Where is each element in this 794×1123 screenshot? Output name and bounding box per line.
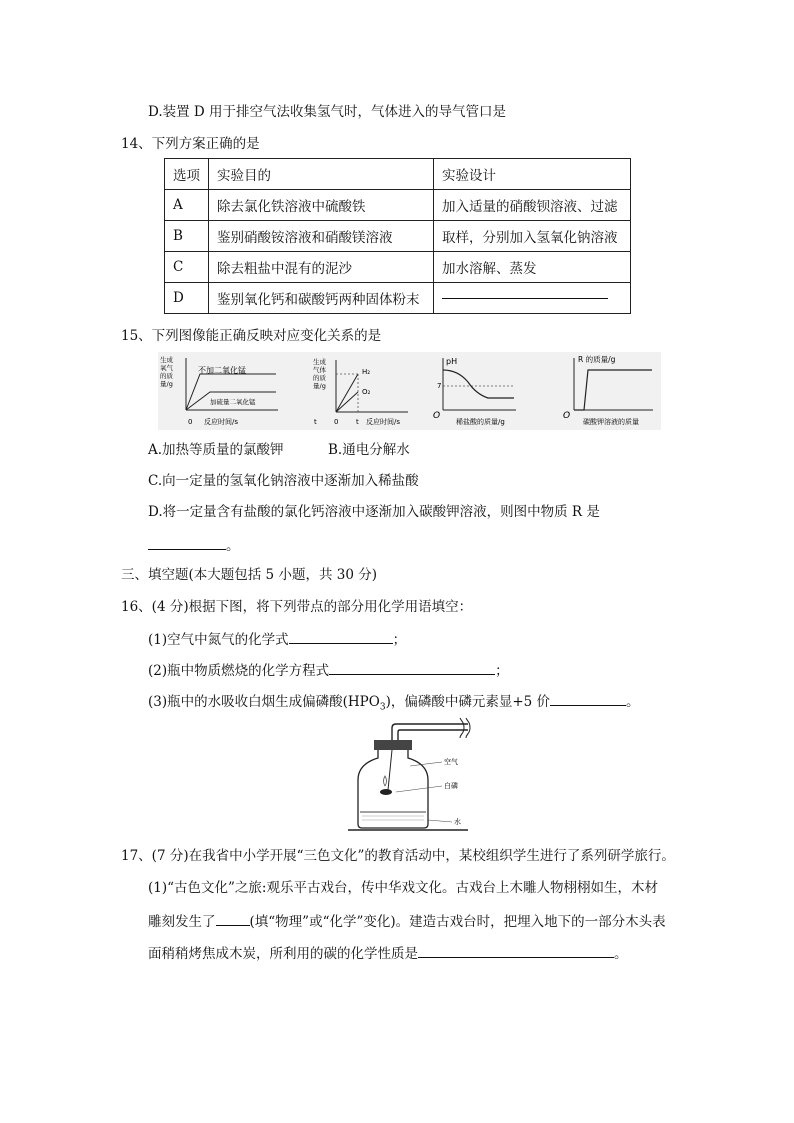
g2-tick-3: t	[356, 418, 359, 426]
q15-d-end: 。	[226, 538, 240, 554]
g2-xlabel: 反应时间/s	[366, 418, 401, 426]
graph-d	[563, 354, 653, 426]
row-design: 加水溶解、蒸发	[434, 252, 631, 283]
q16-part-2	[148, 660, 509, 680]
header-goal: 实验目的	[209, 159, 434, 190]
answer-blank	[329, 660, 495, 675]
pointer-water	[428, 820, 452, 822]
table-row	[165, 283, 631, 314]
header-option: 选项	[165, 159, 209, 190]
answer-blank	[289, 629, 393, 644]
pointer-phos	[396, 786, 442, 792]
header-design: 实验设计	[434, 159, 631, 190]
q15-graphs-svg	[158, 352, 661, 430]
row-option: D	[165, 283, 209, 314]
q17-line-2-a: 雕刻发生了	[148, 914, 216, 930]
graph-c	[433, 357, 516, 426]
g2-line-h2	[336, 374, 358, 412]
q16-part-1-text: (1)空气中氮气的化学式	[148, 632, 289, 648]
burning-spoon	[388, 750, 392, 790]
q16-part-3-end: 。	[626, 694, 640, 710]
q17-stem: 17、(7 分)在我省中小学开展“三色文化”的教育活动中，某校组织学生进行了系列研学旅行。	[121, 848, 675, 864]
answer-blank	[550, 691, 626, 706]
g3-ylabel: pH	[446, 357, 458, 366]
g2-label-h2: H₂	[362, 368, 371, 376]
graph-a	[160, 355, 278, 426]
q15-option-d: D.将一定量含有盐酸的氯化钙溶液中逐渐加入碳酸钾溶液，则图中物质 R 是	[148, 504, 600, 520]
row-option: A	[165, 190, 209, 221]
q16-part-3-text-a: (3)瓶中的水吸收白烟生成偏磷酸(HPO	[148, 694, 380, 710]
g4-ylabel: R 的质量/g	[578, 355, 616, 364]
q16-part-3-text-b: )，偏磷酸中磷元素显+5 价	[385, 694, 551, 710]
g1-ylabel-2: 氧气	[160, 364, 173, 372]
g2-ylabel-1: 生成	[313, 358, 326, 366]
g3-seven: 7	[437, 382, 442, 390]
g3-origin: O	[433, 411, 441, 421]
table-row	[165, 190, 631, 221]
q17-line-2	[148, 911, 666, 931]
g4-origin: O	[563, 411, 571, 421]
q17-line-3-text: 面稍稍烤焦成木炭，所利用的碳的化学性质是	[148, 946, 418, 962]
q17-line-1: (1)“古色文化”之旅:观乐平古戏台，传中华戏文化。古戏台上木雕人物栩栩如生，木材	[148, 880, 658, 896]
g2-ylabel-4: 量/g	[313, 382, 326, 390]
glass-tube	[392, 724, 468, 742]
g2-ylabel-2: 气体	[313, 366, 326, 374]
water-lines	[362, 816, 424, 820]
g2-label-o2: O₂	[362, 388, 371, 396]
g1-ylabel-4: 量/g	[160, 380, 173, 388]
table-row	[165, 221, 631, 252]
q15-option-b: B.通电分解水	[328, 442, 410, 458]
q15-d-answer-line	[148, 535, 240, 555]
row-goal: 鉴别氧化钙和碳酸钙两种固体粉末	[209, 283, 434, 314]
q16-part-2-end: ；	[495, 663, 509, 679]
q16-part-3-sub: 3	[379, 702, 386, 713]
section-3-title: 三、填空题(本大题包括 5 小题，共 30 分)	[121, 567, 377, 583]
g1-xlabel: 反应时间/s	[204, 418, 239, 426]
row-goal: 鉴别硝酸铵溶液和硝酸镁溶液	[209, 221, 434, 252]
q15-option-c: C.向一定量的氢氧化钠溶液中逐渐加入稀盐酸	[148, 473, 419, 489]
label-phos: 白磷	[444, 782, 458, 790]
q14-stem: 14、下列方案正确的是	[121, 136, 260, 152]
q13-option-d: D.装置 D 用于排空气法收集氢气时，气体进入的导气管口是	[148, 104, 507, 120]
row-design-blank	[434, 283, 631, 314]
label-air: 空气	[444, 758, 458, 766]
flame-icon	[384, 776, 387, 786]
q17-line-3	[148, 943, 628, 963]
graph-b	[313, 357, 408, 426]
q16-part-1-end: ；	[392, 632, 407, 648]
g1-origin: 0	[188, 418, 193, 426]
q15-option-a: A.加热等质量的氯酸钾	[148, 442, 284, 458]
g2-line-o2	[336, 392, 358, 412]
g3-xlabel: 稀盐酸的质量/g	[456, 418, 505, 426]
row-option: C	[165, 252, 209, 283]
g4-line	[574, 370, 652, 410]
pointer-air	[410, 762, 442, 766]
q17-line-3-end: 。	[614, 946, 628, 962]
g1-ylabel-3: 的质	[160, 372, 173, 380]
g3-curve	[443, 370, 514, 398]
q16-part-2-text: (2)瓶中物质燃烧的化学方程式	[148, 663, 330, 679]
table-row	[165, 252, 631, 283]
row-design: 加入适量的硝酸钡溶液、过滤	[434, 190, 631, 221]
row-goal: 除去粗盐中混有的泥沙	[209, 252, 434, 283]
clamp-icon	[460, 718, 464, 738]
q16-part-1	[148, 629, 406, 649]
q16-stem: 16、(4 分)根据下图，将下列带点的部分用化学用语填空：	[121, 599, 473, 615]
q15-stem: 15、下列图像能正确反映对应变化关系的是	[121, 328, 382, 344]
answer-blank	[418, 943, 614, 958]
bottle-apparatus-svg	[348, 712, 488, 836]
clamp-icon-2	[466, 718, 470, 738]
answer-blank	[216, 911, 250, 926]
q16-figure	[348, 712, 488, 836]
label-water: 水	[454, 818, 461, 826]
g4-xlabel: 碳酸钾溶液的质量	[583, 418, 639, 426]
answer-blank	[148, 535, 226, 550]
g2-tick-2: 0	[334, 418, 339, 426]
row-design: 取样，分别加入氢氧化钠溶液	[434, 221, 631, 252]
q14-table	[164, 158, 631, 314]
g2-ylabel-3: 的质	[313, 374, 326, 382]
g1-label-1: 不加二氧化锰	[198, 366, 246, 375]
answer-blank	[442, 298, 608, 299]
row-goal: 除去氯化铁溶液中硫酸铁	[209, 190, 434, 221]
g1-label-2: 加硫量二氧化锰	[210, 398, 256, 406]
q17-line-2-b: (填“物理”或“化学”变化)。建造古戏台时，把埋入地下的一部分木头表	[249, 914, 666, 930]
stopper	[374, 740, 412, 750]
g1-ylabel-1: 生成	[160, 356, 173, 364]
table-header-row	[165, 159, 631, 190]
q15-graphs	[158, 352, 661, 430]
phosphorus-icon	[380, 789, 392, 795]
g2-tick-1: t	[314, 418, 317, 426]
row-option: B	[165, 221, 209, 252]
